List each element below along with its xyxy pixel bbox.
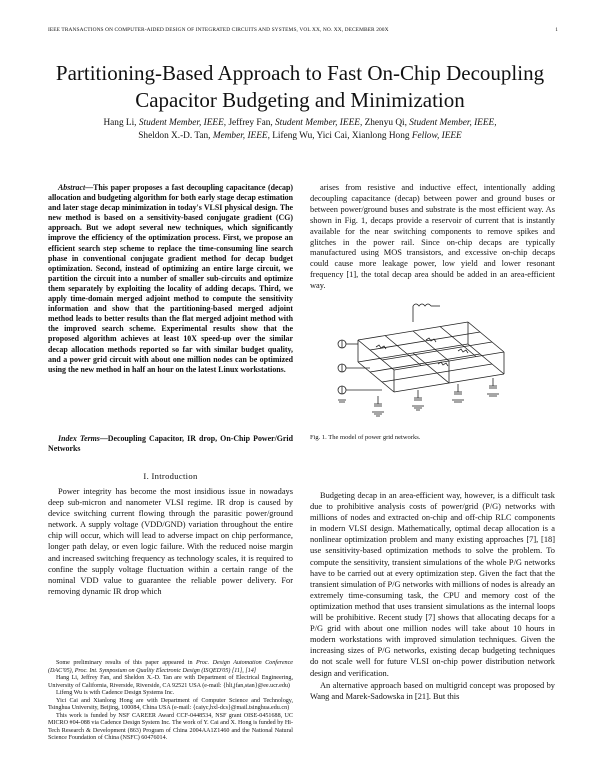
current-source-icon bbox=[338, 340, 382, 394]
paragraph-budgeting: Budgeting decap in an area-efficient way, however, is a difficult task due to prohibitive analysis costs of power/grid (P/G) networks with millions of nodes and extracted on-chip and off-chip RLC components in modern VLSI design. Mathematically, optimal decap allocation is a nonlinear optimization problem and many existing approaches [7], [18] use sensitivity-based optimization methods to solve the problem. To compute the sensitivity, transient simulations of the whole P/G networks have to be carried out at every optimization step. Given the fact that the transient simulation of P/G networks with millions of nodes is already an extremely time-consuming task, the CPU and memory cost of the optimization method that uses transient simulations as the internal loops will be prohibitive. Recent study [7] shows that allocating decaps for a P/G grid with about one million nodes will take about 10 hours in modern workstations with improved simulation techniques. Given the increasing sizes of P/G networks, existing decap budgeting techniques do not scale well for future VLSI on-chip power distribution network design and verification. bbox=[310, 491, 555, 678]
footnote-tsinghua-affiliation: Yici Cai and Xianlong Hong are with Department of Computer Science and Technology, Tsinghua University, Beijing, 100084, China USA (e-mail: {caiyc,hxl-dcs}@mail.tsinghua.edu.cn) bbox=[48, 697, 293, 711]
index-terms-text: —Decoupling Capacitor, IR drop, On-Chip Power/Grid Networks bbox=[48, 434, 294, 454]
footnotes bbox=[48, 660, 293, 743]
abstract-label: Abstract bbox=[58, 183, 86, 192]
decap-icon bbox=[374, 378, 497, 406]
section-heading-introduction: I. Introduction bbox=[143, 471, 198, 481]
right-column-body bbox=[310, 490, 555, 703]
introduction-paragraph: Power integrity has become the most insidious issue in nowadays deep sub-micron and nanometer VLSI regime. IR drop is caused by device switching current flowing through the parasitic power/ground network. A supply voltage (VDD/GND) variation throughout the entire chip will occur, which will lead to adverse impact on chip performance, longer path delay, or even logic failure. With the reduced noise margin and increased switching frequency as technology scales, it is required to confine the supply voltage fluctuation within a certain range of the nominal VDD value to guarantee the reliable power delivery. For removing dynamic IR drop which bbox=[48, 487, 293, 596]
paper-title: Partitioning-Based Approach to Fast On-Chip Decoupling Capacitor Budgeting and Minimization bbox=[55, 61, 545, 112]
abstract-text: —This paper proposes a fast decoupling capacitance (decap) allocation and budgeting algorithm for both early stage decap estimation and later stage decap minimization in today's VLSI physical design. The new method is based on a sensitivity-based conjugate gradient (CG) approach. But we adopt several new techniques, which significantly improve the efficiency of the optimization process. First, we propose an efficient search step scheme to replace the time-consuming line search phase in conventional conjugate gradient method for decap budget optimization. Second, instead of optimizing an entire large circuit, we partition the circuit into a number of smaller sub-circuits and optimize them separately by exploiting the locality of adding decaps. Third, we apply time-domain merged adjoint method to compute the sensitivity information and show that the partitioning-based merged adjoint method leads to better results than the flat merged adjoint method with the improved search scheme. Experimental results show that the proposed algorithm achieves at least 10X speed-up over the similar decap allocation methods reported so far with similar budget quality, and a power grid circuit with about one million nodes can be optimized using the new method in half an hour on the latest Linux workstations. bbox=[48, 183, 293, 374]
paragraph-multigrid: An alternative approach based on multigrid concept was proposed by Wang and Marek-Sadowska in [21]. But this bbox=[310, 680, 555, 701]
footnote-preliminary: Some preliminary results of this paper appeared in Proc. Design Automation Conference (DAC'05), Proc. Int. Symposium on Quality Electronic Design (ISQED'05) [11], [14] bbox=[48, 660, 293, 674]
journal-header: IEEE TRANSACTIONS ON COMPUTER-AIDED DESIGN OF INTEGRATED CIRCUITS AND SYSTEMS, VOL XX, NO. XX, DECEMBER 200X bbox=[48, 27, 389, 33]
author-line-1: Hang Li, Student Member, IEEE, Jeffrey Fan, Student Member, IEEE, Zhenyu Qi, Student Member, IEEE, bbox=[103, 118, 497, 128]
abstract bbox=[48, 183, 293, 375]
right-column-paragraph-top: arises from resistive and inductive effect, intentionally adding decoupling capacitance (decap) between power and ground buses or between power/ground buses and substrate is the most efficient way. As shown in Fig. 1, decaps provide a reservoir of current that is instantly available for the near switching components to remove spikes and glitches in the power rail. Since on-chip decaps are typically manufactured using MOS transistors, and excessive on-chip decaps could cause more leakage power, low yield and lower resonant frequency [1], the total decap area should be added in an area-efficient way. bbox=[310, 183, 555, 291]
supply-inductor-icon bbox=[413, 304, 431, 306]
index-terms bbox=[48, 434, 293, 454]
index-terms-label: Index Terms bbox=[58, 434, 100, 443]
author-list bbox=[40, 117, 560, 143]
power-grid-diagram bbox=[318, 300, 554, 428]
page-number: 1 bbox=[555, 27, 558, 33]
ground-icon bbox=[338, 394, 499, 416]
footnote-funding: This work is funded by NSF CAREER Award CCF-0448534, NSF grant OISE-0451688, UC MICRO #04-088 via Cadence Design System Inc. The work of Y. Cai and X. Hong is funded by Hi-Tech Research & Development (863) Program of China 2004AA1Z1460 and the National Natural Science Foundation of China (NSFC) 60476014. bbox=[48, 712, 293, 741]
footnote-ucr-affiliation: Hang Li, Jeffrey Fan, and Sheldon X.-D. Tan are with Department of Electrical Engineering, University of California, Riverside, Riverside, CA 92521 USA (e-mail: {hli,jfan,stan}@ee.ucr.edu) bbox=[48, 675, 293, 689]
lower-grid-lines bbox=[358, 344, 504, 392]
running-header bbox=[48, 27, 558, 33]
author-line-2: Sheldon X.-D. Tan, Member, IEEE, Lifeng Wu, Yici Cai, Xianlong Hong Fellow, IEEE bbox=[138, 131, 462, 141]
power-grid-figure bbox=[318, 300, 554, 428]
footnote-cadence-affiliation: Lifeng Wu is with Cadence Design Systems Inc. bbox=[56, 690, 175, 696]
figure-caption: Fig. 1. The model of power grid networks. bbox=[310, 434, 421, 441]
